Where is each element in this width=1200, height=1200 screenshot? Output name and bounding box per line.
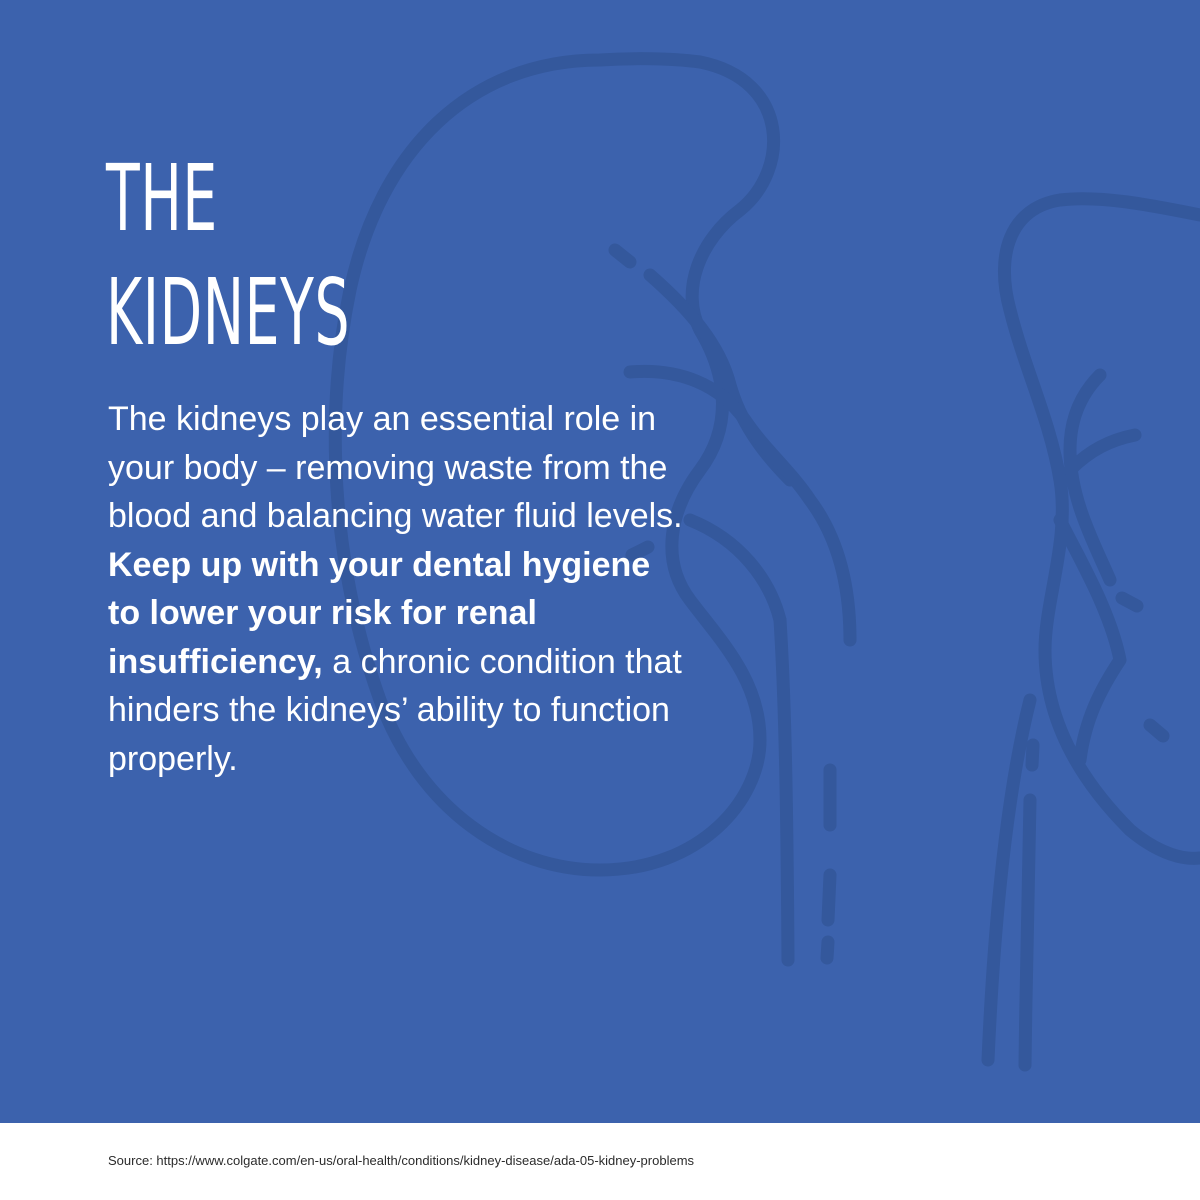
source-citation: Source: https://www.colgate.com/en-us/oral-health/conditions/kidney-disease/ada-05-kidney-problems	[108, 1153, 695, 1168]
left-ureter-dash-2	[827, 942, 828, 958]
right-ureter-solid-2	[1025, 800, 1030, 1065]
body-intro: The kidneys play an essential role in your body – removing waste from the blood and balancing water fluid levels.	[108, 400, 683, 535]
right-dash-2	[1150, 725, 1163, 736]
body-paragraph	[108, 395, 688, 783]
left-ureter-dash-1	[828, 875, 830, 920]
left-dash-1	[615, 250, 630, 262]
right-kidney-inner-lower	[1060, 520, 1120, 760]
page-title	[106, 142, 350, 370]
left-kidney-inner-mid	[690, 520, 780, 620]
left-ureter-solid	[780, 620, 788, 960]
body-rest: a chronic condition that hinders the kidneys’ ability to function properly.	[108, 642, 682, 778]
title-line-1: THE	[106, 145, 218, 252]
body-emphasis: Keep up with your dental hygiene to lower your risk for renal insufficiency,	[108, 545, 651, 681]
title-line-2: KIDNEYS	[106, 259, 351, 366]
right-dash-1	[1122, 598, 1137, 606]
right-kidney-inner-branch	[1070, 435, 1135, 470]
right-dash-3	[1032, 745, 1033, 765]
